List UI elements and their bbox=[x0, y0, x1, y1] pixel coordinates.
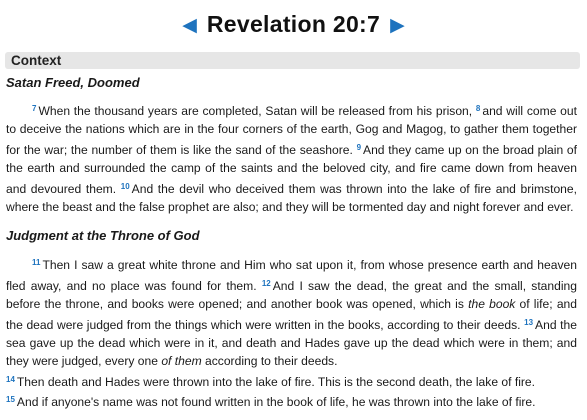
verse-text-15: And if anyone's name was not found written in the book of life, he was thrown into the lake of fire. bbox=[16, 395, 536, 410]
verse-number-10[interactable]: 10 bbox=[120, 181, 130, 191]
verse-text-11: Then I saw a great white throne and Him who sat upon it, from whose presence earth and heaven fled away, and no place was found for them. bbox=[6, 258, 577, 293]
page-header bbox=[0, 2, 587, 46]
verse-text-9: And they came up on the broad plain of the earth and surrounded the camp of the saints and the beloved city, and fire came down from heaven and devoured them. bbox=[6, 142, 578, 196]
verse-number-13[interactable]: 13 bbox=[524, 317, 534, 327]
section-heading-judgment: Judgment at the Throne of God bbox=[6, 228, 200, 244]
context-content bbox=[0, 75, 587, 412]
previous-verse-arrow-icon[interactable]: ◀ bbox=[182, 14, 197, 36]
context-label: Context bbox=[11, 53, 62, 68]
section-heading-satan-freed: Satan Freed, Doomed bbox=[6, 75, 140, 90]
verse-number-15[interactable]: 15 bbox=[6, 395, 15, 405]
verse-number-12[interactable]: 12 bbox=[261, 278, 271, 288]
verse-text-13-part2: according to their deeds. bbox=[201, 354, 338, 369]
next-verse-arrow-icon[interactable]: ▶ bbox=[390, 14, 405, 36]
verse-text-12-italic: the book bbox=[468, 297, 516, 312]
verse-text-13-italic: of them bbox=[161, 354, 202, 369]
paragraph-judgment bbox=[6, 254, 577, 411]
paragraph-satan-freed bbox=[6, 100, 577, 216]
verse-line-14 bbox=[6, 371, 577, 391]
context-section-bar bbox=[5, 52, 580, 69]
verse-number-7[interactable]: 7 bbox=[32, 104, 37, 113]
verse-line-15 bbox=[6, 391, 577, 411]
verse-text-12-part2: of life; and the dead were judged from the things which were written in the books, according to their deeds. bbox=[6, 297, 577, 332]
verse-number-8[interactable]: 8 bbox=[475, 104, 481, 113]
verse-number-9[interactable]: 9 bbox=[356, 142, 362, 152]
verse-text-13-part1: And the sea gave up the dead which were in it, and death and Hades gave up the dead which were in them; and they were judged, every one bbox=[6, 317, 577, 369]
verse-number-14[interactable]: 14 bbox=[6, 374, 15, 384]
verse-text-14: Then death and Hades were thrown into the lake of fire. This is the second death, the lake of fire. bbox=[16, 374, 536, 389]
verse-text-10: And the devil who deceived them was thrown into the lake of fire and brimstone, where the beast and the false prophet are also; and they will be tormented day and night forever and ever. bbox=[6, 181, 577, 215]
verse-number-11[interactable]: 11 bbox=[32, 258, 41, 268]
verse-text-7: When the thousand years are completed, Satan will be released from his prison, bbox=[38, 104, 476, 118]
page-title: Revelation 20:7 bbox=[206, 10, 381, 37]
verse-text-12-part1: And I saw the dead, the great and the small, standing before the throne, and books were opened; and another book was opened, which is bbox=[6, 278, 578, 312]
verse-text-8: and will come out to deceive the nations which are in the four corners of the earth, Gog and Magog, to gather them together for the war; the number of them is like the sand of the seashore. bbox=[6, 104, 577, 157]
